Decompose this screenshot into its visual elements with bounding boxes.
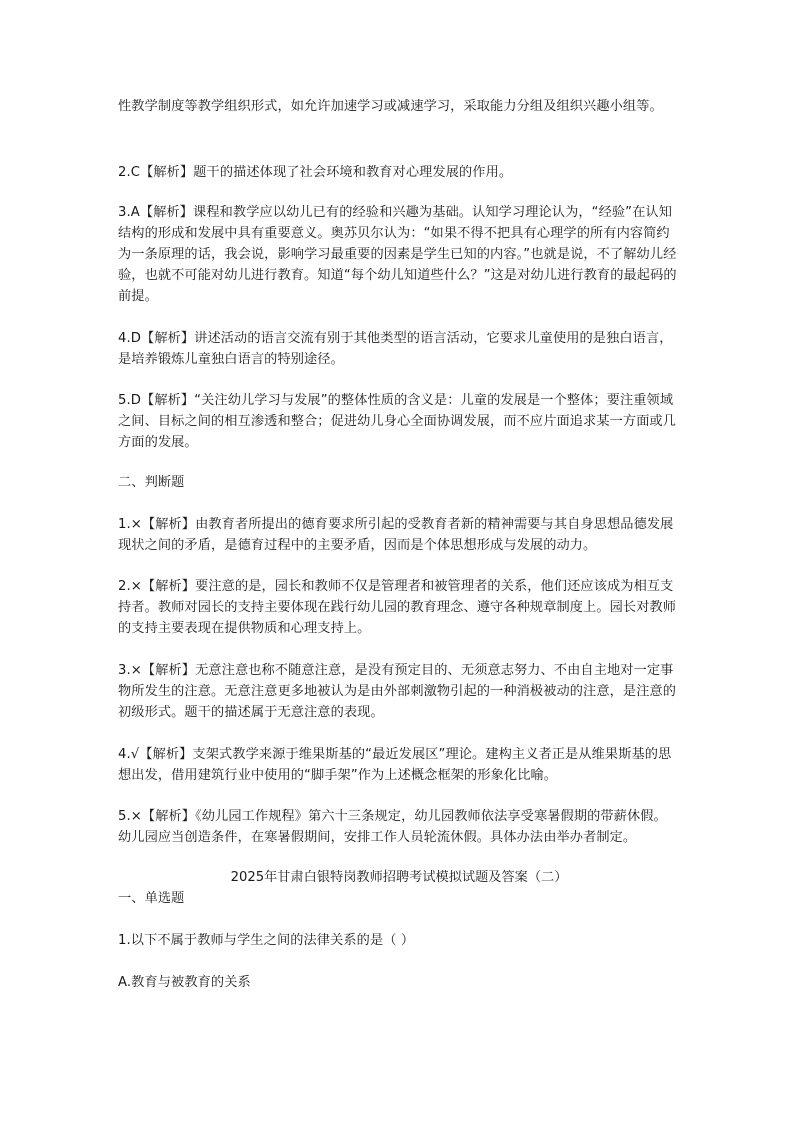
answer-2c: 2.C【解析】题干的描述体现了社会环境和教育对心理发展的作用。 — [118, 165, 513, 180]
option-a: A.教育与被教育的关系 — [118, 975, 251, 990]
answer-5d: 5.D【解析】“关注幼儿学习与发展”的整体性质的含义是：儿童的发展是一个整体；要注重领域之间、目标之间的相互渗透和整合；促进幼儿身心全面协调发展，而不应片面追求某一方面或几方面的发展。 — [118, 393, 677, 450]
heading-single-choice: 一、单选题 — [118, 891, 185, 906]
question-1: 1.以下不属于教师与学生之间的法律关系的是（ ） — [118, 933, 415, 948]
paragraph-continuation: 性教学制度等教学组织形式，如允许加速学习或减速学习，采取能力分组及组织兴趣小组等。 — [118, 99, 663, 114]
heading-true-false: 二、判断题 — [118, 475, 185, 490]
answer-tf-3: 3.×【解析】无意注意也称不随意注意，是没有预定目的、无须意志努力、不由自主地对一定事物所发生的注意。无意注意更多地被认为是由外部刺激物引起的一种消极被动的注意，是注意的初级形式。题干的描述属于无意注意的表现。 — [118, 663, 677, 720]
answer-tf-1: 1.×【解析】由教育者所提出的德育要求所引起的受教育者新的精神需要与其自身思想品德发展现状之间的矛盾，是德育过程中的主要矛盾，因而是个体思想形成与发展的动力。 — [118, 517, 674, 553]
answer-tf-5: 5.×【解析】《幼儿园工作规程》第六十三条规定，幼儿园教师依法享受寒暑假期的带薪休假。幼儿园应当创造条件，在寒暑假期间，安排工作人员轮流休假。具体办法由举办者制定。 — [118, 809, 667, 845]
answer-tf-4: 4.√【解析】支架式教学来源于维果斯基的“最近发展区”理论。建构主义者正是从维果斯基的思想出发，借用建筑行业中使用的“脚手架”作为上述概念框架的形象化比喻。 — [118, 747, 672, 783]
answer-tf-2: 2.×【解析】要注意的是，园长和教师不仅是管理者和被管理者的关系，他们还应该成为相互支持者。教师对园长的支持主要体现在践行幼儿园的教育理念、遵守各种规章制度上。园长对教师的支持主要表现在提供物质和心理支持上。 — [118, 579, 677, 636]
answer-4d: 4.D【解析】讲述活动的语言交流有别于其他类型的语言活动，它要求儿童使用的是独白语言，是培养锻炼儿童独白语言的特别途径。 — [118, 331, 673, 367]
section-title: 2025年甘肃白银特岗教师招聘考试模拟试题及答案（二） — [230, 870, 568, 885]
answer-3a: 3.A【解析】课程和教学应以幼儿已有的经验和兴趣为基础。认知学习理论认为，“经验”在认知结构的形成和发展中具有重要意义。奥苏贝尔认为：“如果不得不把具有心理学的所有内容简约为一条原理的话，我会说，影响学习最重要的因素是学生已知的内容。”也就是说，不了解幼儿经验，也就不可能对幼儿进行教育。知道“每个幼儿知道些什么？”这是对幼儿进行教育的最起码的前提。 — [118, 205, 677, 304]
